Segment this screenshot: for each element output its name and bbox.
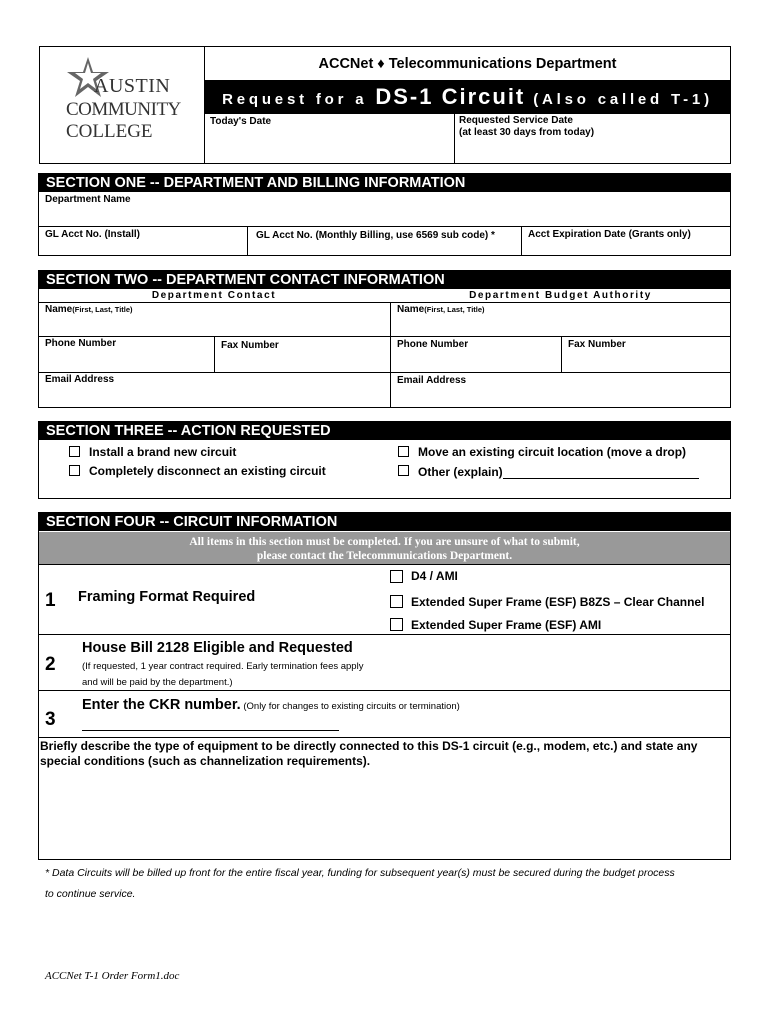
budget-email-label: Email Address (397, 375, 467, 386)
service-date-label: Requested Service Date (459, 115, 573, 126)
d4-ami-label: D4 / AMI (411, 569, 458, 583)
title-main: DS-1 Circuit (375, 84, 526, 109)
d4-ami-checkbox[interactable] (390, 570, 403, 583)
equipment-description-area[interactable] (40, 772, 728, 858)
esf-b8zs-checkbox[interactable] (390, 595, 403, 608)
department-heading: ACCNet ♦ Telecommunications Department (318, 56, 617, 72)
budget-name-label: Name(First, Last, Title) (397, 304, 485, 315)
logo-word-college: COLLEGE (66, 121, 153, 142)
contact-fax-label: Fax Number (221, 340, 279, 351)
new-circuit-label: Install a brand new circuit (89, 445, 237, 459)
other-label: Other (explain) (418, 464, 699, 479)
section-four-notice (39, 532, 730, 564)
file-name: ACCNet T-1 Order Form1.doc (45, 970, 180, 982)
logo-word-community: COMMUNITY (66, 99, 181, 120)
row-2-number: 2 (45, 654, 56, 675)
section-four-title: SECTION FOUR -- CIRCUIT INFORMATION (39, 513, 730, 531)
todays-date-label: Today's Date (210, 116, 272, 127)
disconnect-label: Completely disconnect an existing circuit (89, 464, 326, 478)
equipment-description-prompt: Briefly describe the type of equipment to be directly connected to this DS-1 circuit (e.g., modem, etc.) and state any special conditions (such as channelization requirements). (40, 739, 698, 768)
esf-b8zs-label: Extended Super Frame (ESF) B8ZS – Clear Channel (411, 595, 705, 609)
section-one-title: SECTION ONE -- DEPARTMENT AND BILLING INFORMATION (39, 174, 730, 192)
section-three-title: SECTION THREE -- ACTION REQUESTED (39, 422, 730, 440)
title-suffix: (Also called T-1) (525, 91, 713, 108)
service-date-hint: (at least 30 days from today) (459, 127, 595, 138)
contact-email-label: Email Address (45, 374, 115, 385)
move-circuit-checkbox[interactable] (398, 446, 409, 457)
budget-authority-heading: Department Budget Authority (469, 290, 652, 301)
title-prefix: Request for a (222, 91, 376, 108)
row-1-number: 1 (45, 590, 56, 611)
acct-expiration-label: Acct Expiration Date (Grants only) (528, 229, 691, 240)
logo-word-austin: AUSTIN (94, 75, 171, 97)
billing-footnote-2: to continue service. (45, 888, 136, 900)
college-logo (64, 55, 184, 151)
gl-monthly-label: GL Acct No. (Monthly Billing, use 6569 sub code) * (256, 230, 495, 241)
framing-format-label: Framing Format Required (78, 589, 256, 605)
move-circuit-label: Move an existing circuit location (move a drop) (418, 445, 687, 459)
ckr-number-field[interactable] (82, 730, 339, 731)
department-contact-heading: Department Contact (151, 290, 277, 301)
ckr-label: Enter the CKR number. (Only for changes to existing circuits or termination) (82, 697, 460, 713)
house-bill-label: House Bill 2128 Eligible and Requested (82, 640, 353, 656)
house-bill-note-1: (If requested, 1 year contract required. Early termination fees apply (82, 661, 364, 672)
gl-install-label: GL Acct No. (Install) (45, 229, 141, 240)
notice-line-1: All items in this section must be completed. If you are unsure of what to submit, (189, 536, 580, 548)
row-3-number: 3 (45, 709, 56, 730)
notice-line-2: please contact the Telecommunications Department. (256, 550, 513, 562)
contact-name-label: Name(First, Last, Title) (45, 304, 133, 315)
house-bill-note-2: and will be paid by the department.) (82, 677, 233, 688)
new-circuit-checkbox[interactable] (69, 446, 80, 457)
department-name-label: Department Name (45, 194, 131, 205)
contact-phone-label: Phone Number (45, 338, 117, 349)
budget-phone-label: Phone Number (397, 339, 469, 350)
form-title-bar (205, 80, 730, 114)
esf-ami-checkbox[interactable] (390, 618, 403, 631)
section-two-title: SECTION TWO -- DEPARTMENT CONTACT INFORMATION (39, 271, 730, 289)
billing-footnote-1: * Data Circuits will be billed up front for the entire fiscal year, funding for subsequent year(s) must be secured during the budget process (45, 867, 675, 879)
other-explain-field[interactable] (503, 464, 699, 479)
other-checkbox[interactable] (398, 465, 409, 476)
budget-fax-label: Fax Number (568, 339, 626, 350)
esf-ami-label: Extended Super Frame (ESF) AMI (411, 618, 602, 632)
disconnect-checkbox[interactable] (69, 465, 80, 476)
